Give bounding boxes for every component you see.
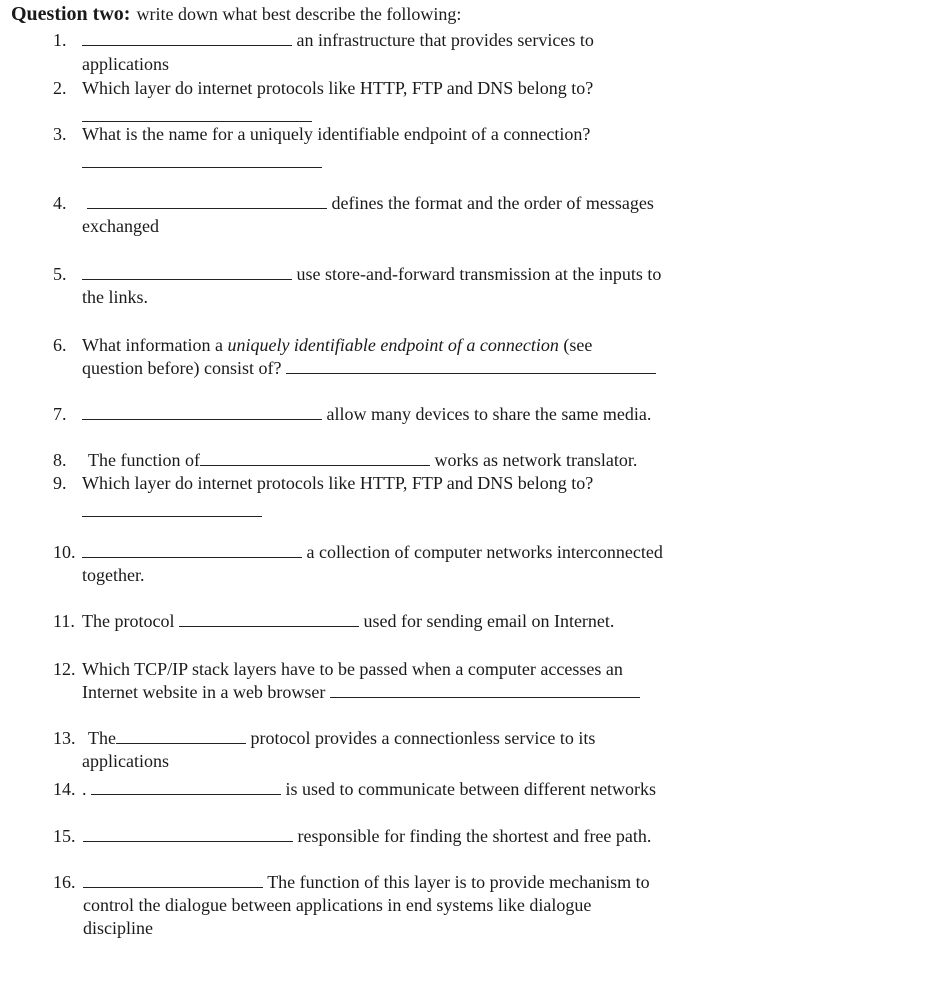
question-text: Which layer do internet protocols like HTTP, FTP and DNS belong to?	[82, 78, 594, 98]
answer-blank[interactable]	[200, 449, 430, 466]
question-text-line2: applications	[82, 751, 169, 771]
answer-blank[interactable]	[82, 29, 292, 46]
question-text-line2: question before) consist of?	[82, 357, 656, 380]
answer-blank[interactable]	[82, 120, 312, 122]
answer-blank[interactable]	[179, 610, 359, 627]
question-text-line2: control the dialogue between applications in end systems like dialogue	[83, 895, 592, 915]
question-number: 12.	[53, 659, 76, 679]
question-text: Which layer do internet protocols like HTTP, FTP and DNS belong to?	[82, 473, 594, 493]
answer-blank[interactable]	[82, 541, 302, 558]
question-text: a collection of computer networks interconnected	[82, 541, 663, 564]
answer-blank[interactable]	[91, 778, 281, 795]
question-text-line2: together.	[82, 565, 145, 585]
answer-blank[interactable]	[82, 515, 262, 517]
question-heading	[11, 3, 461, 26]
question-number: 10.	[53, 542, 76, 562]
question-text: What is the name for a uniquely identifiable endpoint of a connection?	[82, 124, 591, 144]
question-number: 14.	[53, 779, 76, 799]
question-number: 1.	[53, 30, 67, 50]
question-text: Which TCP/IP stack layers have to be passed when a computer accesses an	[82, 659, 623, 679]
question-text: What information a uniquely identifiable endpoint of a connection (see	[82, 335, 593, 355]
answer-blank[interactable]	[83, 871, 263, 888]
heading-instruction: write down what best describe the following:	[136, 4, 462, 24]
question-text-line2: applications	[82, 54, 169, 74]
question-number: 4.	[53, 193, 67, 213]
question-text: The function of this layer is to provide mechanism to	[83, 871, 650, 894]
question-text: allow many devices to share the same media.	[82, 403, 651, 426]
question-number: 15.	[53, 826, 76, 846]
answer-blank[interactable]	[82, 166, 322, 168]
question-text-line2: Internet website in a web browser	[82, 681, 640, 704]
question-text-line2: exchanged	[82, 216, 159, 236]
question-number: 8.	[53, 450, 67, 470]
question-number: 5.	[53, 264, 67, 284]
question-number: 11.	[53, 611, 75, 631]
heading-bold: Question two:	[11, 3, 131, 25]
question-number: 16.	[53, 872, 76, 892]
question-number: 13.	[53, 728, 76, 748]
answer-blank[interactable]	[286, 357, 656, 374]
question-text: defines the format and the order of messages	[87, 192, 654, 215]
answer-blank[interactable]	[83, 825, 293, 842]
question-text: The protocol used for sending email on Internet.	[82, 611, 615, 631]
question-number: 7.	[53, 404, 67, 424]
answer-blank[interactable]	[330, 681, 640, 698]
italic-phrase: uniquely identifiable endpoint of a connection	[227, 335, 559, 355]
question-text: an infrastructure that provides services to	[82, 29, 594, 52]
question-text: The function of works as network translator.	[88, 450, 638, 470]
question-text: The protocol provides a connectionless service to its	[88, 728, 596, 748]
question-text: . is used to communicate between different networks	[82, 779, 657, 799]
answer-blank[interactable]	[82, 263, 292, 280]
answer-blank[interactable]	[87, 192, 327, 209]
answer-blank[interactable]	[116, 727, 246, 744]
question-text: responsible for finding the shortest and free path.	[83, 825, 651, 848]
question-number: 9.	[53, 473, 67, 493]
question-number: 6.	[53, 335, 67, 355]
question-number: 2.	[53, 78, 67, 98]
question-text-line2: the links.	[82, 287, 148, 307]
question-text: use store-and-forward transmission at the inputs to	[82, 263, 661, 286]
answer-blank[interactable]	[82, 403, 322, 420]
question-text-line3: discipline	[83, 918, 153, 938]
question-number: 3.	[53, 124, 67, 144]
